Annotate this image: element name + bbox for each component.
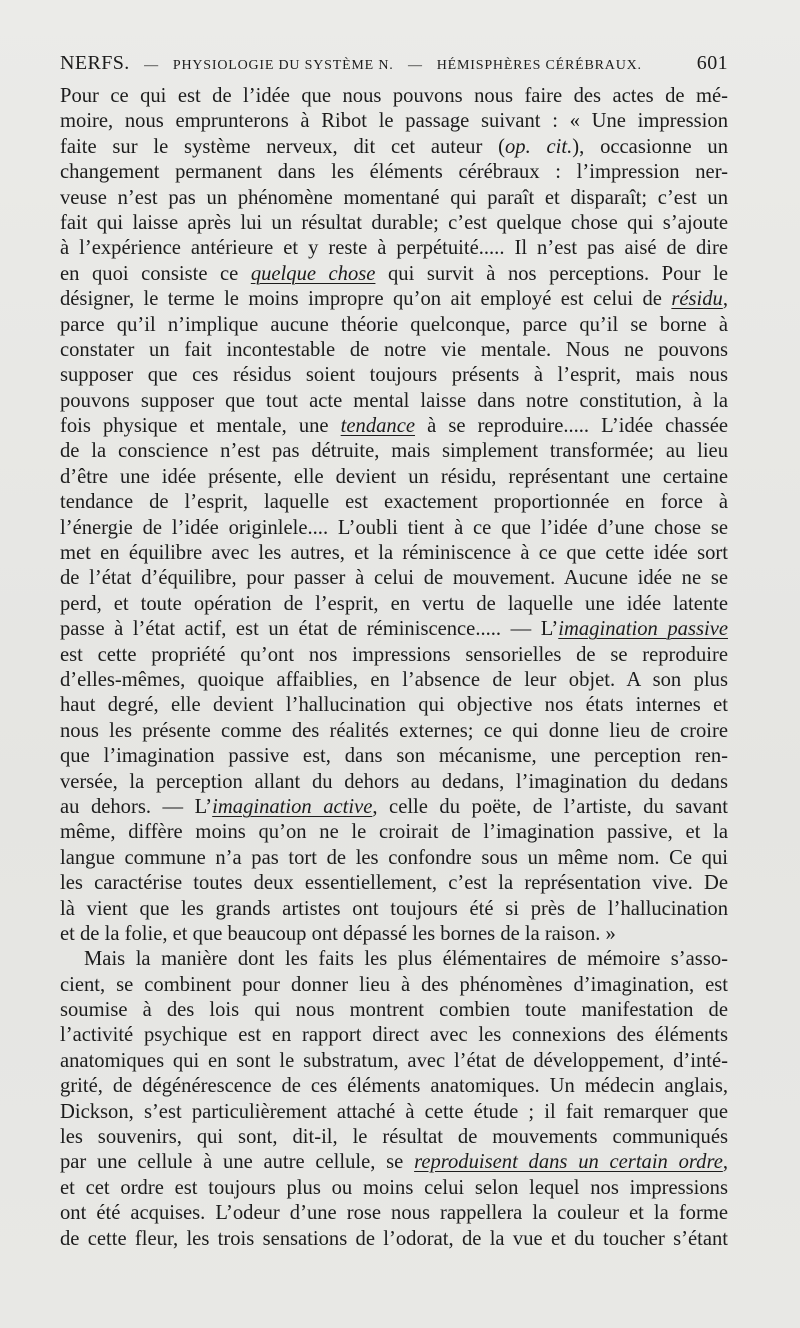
text-line (60, 262, 728, 287)
text-line (60, 871, 728, 896)
text-line (60, 389, 728, 414)
text-run: et de la folie, et que beaucoup ont dépassé les bornes de la raison. » (60, 922, 616, 945)
text-run: langue commune n’a pas tort de les confondre sous un même nom. Ce qui (60, 846, 728, 869)
text-run: à se reproduire..... L’idée chassée (415, 415, 729, 438)
text-line (60, 566, 728, 591)
text-line (60, 846, 728, 871)
text-run: même, diffère moins qu’on ne le croirait de l’imagination passive, et la (60, 821, 728, 844)
text-run: en quoi consiste ce (60, 262, 251, 285)
text-line (60, 1049, 728, 1074)
text-run: constater un fait incontestable de notre vie mentale. Nous ne pouvons (60, 338, 728, 361)
text-line (60, 211, 728, 236)
text-line (60, 414, 728, 439)
page-number: 601 (696, 52, 728, 74)
text-line (60, 313, 728, 338)
text-line (60, 186, 728, 211)
text-line (60, 1023, 728, 1048)
text-line (60, 719, 728, 744)
text-line (60, 1201, 728, 1226)
text-run: l’énergie de l’idée originlele.... L’oubli tient à ce que l’idée d’une chose se (60, 516, 728, 539)
text-line (60, 693, 728, 718)
text-line (60, 490, 728, 515)
text-line (60, 135, 728, 160)
text-run: haut degré, elle devient l’hallucination qui objective nos états internes et (60, 694, 728, 717)
text-line (60, 973, 728, 998)
text-line (60, 820, 728, 845)
text-run: est cette propriété qu’ont nos impressions sensorielles de se reproduire (60, 643, 728, 666)
text-line (60, 668, 728, 693)
text-line (60, 1125, 728, 1150)
text-line (60, 160, 728, 185)
italic-run: résidu (671, 288, 723, 311)
text-line (60, 516, 728, 541)
text-run: par une cellule à une autre cellule, se (60, 1151, 415, 1174)
running-header (60, 52, 728, 82)
header-middle: PHYSIOLOGIE DU SYSTÈME N. (172, 58, 394, 73)
text-line (60, 363, 728, 388)
text-line (60, 1227, 728, 1252)
italic-run: imagination active (212, 795, 373, 818)
text-run: et cet ordre est toujours plus ou moins celui selon lequel nos impressions (60, 1176, 728, 1199)
text-line (60, 84, 728, 109)
body-text (60, 84, 728, 1252)
text-line (60, 795, 728, 820)
header-dash-2: — (407, 58, 423, 73)
text-run: là vient que les grands artistes ont toujours été si près de l’hallucination (60, 897, 728, 920)
text-run: fait qui laisse après lui un résultat durable; c’est quelque chose qui s’ajoute (60, 211, 728, 234)
text-run: grité, de dégénérescence de ces éléments anatomiques. Un médecin anglais, (60, 1075, 728, 1098)
text-run: Pour ce qui est de l’idée que nous pouvons nous faire des actes de mé- (60, 85, 728, 107)
text-line (60, 922, 728, 947)
text-line (60, 897, 728, 922)
text-run: , (722, 1151, 728, 1174)
header-right: HÉMISPHÈRES CÉRÉBRAUX. (436, 58, 642, 73)
text-run: les caractérise toutes deux essentiellement, c’est la représentation vive. De (60, 872, 728, 895)
text-run: soumise à des lois qui nous montrent combien toute manifestation de (60, 999, 728, 1022)
header-left: NERFS. (60, 52, 130, 74)
text-run: veuse n’est pas un phénomène momentané qui paraît et disparaît; c’est un (60, 186, 728, 209)
text-line (60, 439, 728, 464)
text-run: met en équilibre avec les autres, et la réminiscence à ce que cette idée sort (60, 542, 728, 565)
text-line (60, 643, 728, 668)
text-run: , celle du poëte, de l’artiste, du savant (372, 795, 728, 818)
text-run: , (722, 288, 728, 311)
text-run: d’être une idée présente, elle devient un résidu, représentant une certaine (60, 465, 728, 488)
text-run: passe à l’état actif, est un état de réminiscence..... — L’ (60, 618, 559, 641)
text-run: pouvons supposer que tout acte mental laisse dans notre constitution, à la (60, 389, 728, 412)
text-run: d’elles-mêmes, quoique affaiblies, en l’absence de leur objet. A son plus (60, 668, 728, 691)
text-run: faite sur le système nerveux, dit cet auteur ( (60, 135, 505, 158)
text-run: les souvenirs, qui sont, dit-il, le résultat de mouvements communiqués (60, 1126, 728, 1149)
text-run: l’activité psychique est en rapport direct avec les connexions des éléments (60, 1024, 728, 1047)
text-line (60, 617, 728, 642)
text-line (60, 109, 728, 134)
text-run: tendance de l’esprit, laquelle est exactement proportionnée en force à (60, 491, 728, 514)
text-line (60, 1176, 728, 1201)
text-run: ont été acquises. L’odeur d’une rose nous rappellera la couleur et la forme (60, 1202, 728, 1225)
text-run: versée, la perception allant du dehors au dedans, l’imagination du dedans (60, 770, 728, 793)
text-run: Mais la manière dont les faits les plus élémentaires de mémoire s’asso- (84, 948, 728, 971)
text-line (60, 236, 728, 261)
text-run: au dehors. — L’ (60, 795, 213, 818)
text-run: de l’état d’équilibre, pour passer à celui de mouvement. Aucune idée ne se (60, 567, 728, 590)
text-line (60, 592, 728, 617)
text-line (60, 947, 728, 972)
text-line (60, 287, 728, 312)
italic-run: op. cit. (504, 135, 573, 158)
text-run: de cette fleur, les trois sensations de l’odorat, de la vue et du toucher s’étant (60, 1227, 728, 1250)
text-run: ), occasionne un (572, 135, 728, 158)
text-run: à l’expérience antérieure et y reste à perpétuité..... Il n’est pas aisé de dire (60, 237, 728, 260)
text-run: cient, se combinent pour donner lieu à des phénomènes d’imagination, est (60, 973, 728, 996)
header-dash-1: — (144, 58, 159, 73)
italic-run: quelque chose (250, 262, 376, 285)
text-line (60, 1150, 728, 1175)
text-run: qui survit à nos perceptions. Pour le (375, 262, 728, 285)
text-run: fois physique et mentale, une (60, 415, 341, 438)
italic-run: tendance (340, 415, 415, 438)
text-run: de la conscience n’est pas détruite, mais simplement transformée; au lieu (60, 440, 728, 463)
text-run: parce qu’il n’implique aucune théorie quelconque, parce qu’il se borne à (60, 313, 728, 336)
text-line (60, 998, 728, 1023)
text-line (60, 1074, 728, 1099)
text-run: nous les présente comme des réalités externes; ce qui donne lieu de croire (60, 719, 728, 742)
text-run: supposer que ces résidus soient toujours présents à l’esprit, mais nous (60, 364, 728, 387)
text-line (60, 541, 728, 566)
text-line (60, 338, 728, 363)
header-title (60, 52, 642, 75)
italic-run: reproduisent dans un certain ordre (414, 1151, 723, 1174)
text-run: Dickson, s’est particulièrement attaché à cette étude ; il fait remarquer que (60, 1100, 728, 1123)
text-run: anatomiques qui en sont le substratum, avec l’état de développement, d’inté- (60, 1049, 728, 1072)
text-run: que l’imagination passive est, dans son mécanisme, une perception ren- (60, 745, 728, 768)
text-run: changement permanent dans les éléments cérébraux : l’impression ner- (60, 161, 728, 184)
text-line (60, 465, 728, 490)
text-run: perd, et toute opération de l’esprit, en vertu de laquelle une idée latente (60, 592, 728, 615)
italic-run: imagination passive (558, 618, 728, 641)
text-run: désigner, le terme le moins impropre qu’on ait employé est celui de (60, 288, 672, 311)
text-line (60, 770, 728, 795)
text-line (60, 1100, 728, 1125)
text-run: moire, nous emprunterons à Ribot le passage suivant : « Une impression (60, 110, 728, 133)
text-line (60, 744, 728, 769)
